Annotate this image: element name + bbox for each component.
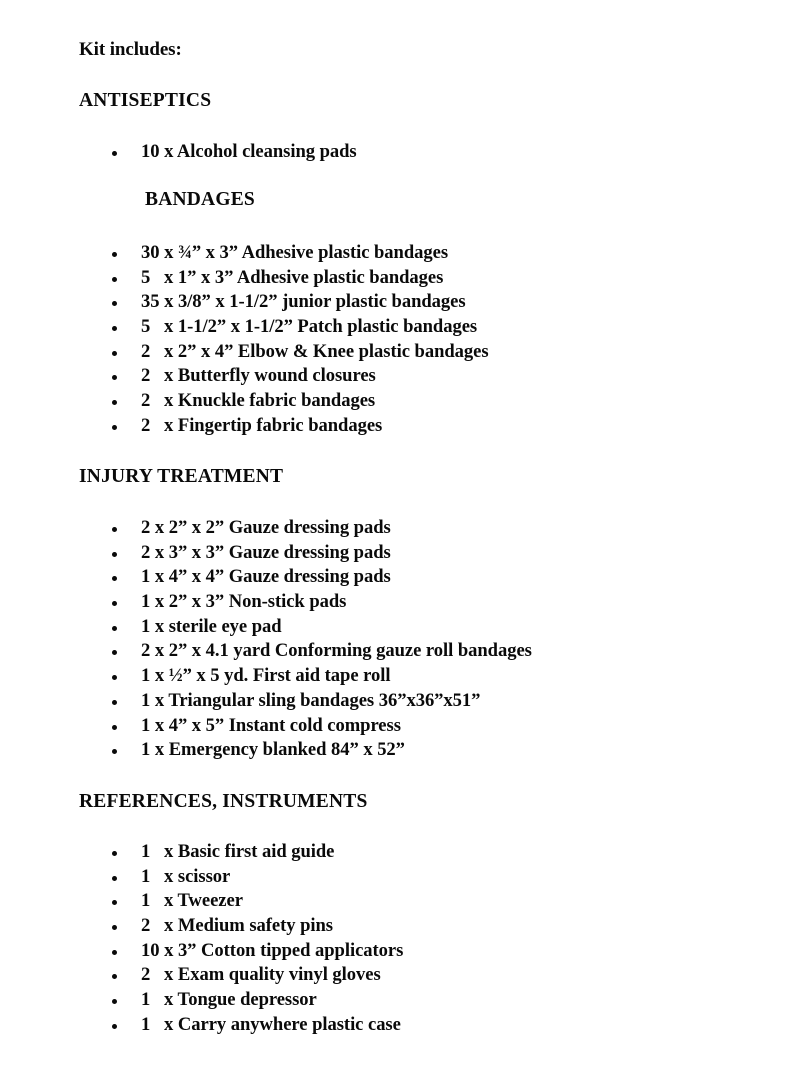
list-item: 1 x 2” x 3” Non-stick pads xyxy=(0,590,532,615)
list-antiseptics xyxy=(0,140,357,165)
list-item: 1 x 4” x 4” Gauze dressing pads xyxy=(0,565,532,590)
list-item: 2 x 3” x 3” Gauze dressing pads xyxy=(0,541,532,566)
list-item: 1 x scissor xyxy=(0,865,403,890)
list-item: 1 x sterile eye pad xyxy=(0,615,532,640)
list-item: 1 x Triangular sling bandages 36”x36”x51” xyxy=(0,689,532,714)
list-item: 10 x 3” Cotton tipped applicators xyxy=(0,939,403,964)
list-bandages xyxy=(0,241,489,439)
list-item: 2 x 2” x 4.1 yard Conforming gauze roll bandages xyxy=(0,639,532,664)
list-item: 35 x 3/8” x 1-1/2” junior plastic bandages xyxy=(0,290,489,315)
section-heading-bandages: BANDAGES xyxy=(145,189,255,210)
intro-line: Kit includes: xyxy=(79,39,182,60)
section-heading-antiseptics: ANTISEPTICS xyxy=(79,90,212,111)
list-item: 2 x Butterfly wound closures xyxy=(0,364,489,389)
list-item: 1 x Emergency blanked 84” x 52” xyxy=(0,738,532,763)
list-item: 1 x Tweezer xyxy=(0,889,403,914)
list-item: 2 x Knuckle fabric bandages xyxy=(0,389,489,414)
list-item: 5 x 1-1/2” x 1-1/2” Patch plastic bandages xyxy=(0,315,489,340)
list-item: 30 x ¾” x 3” Adhesive plastic bandages xyxy=(0,241,489,266)
list-injury-treatment xyxy=(0,516,532,763)
list-item: 10 x Alcohol cleansing pads xyxy=(0,140,357,165)
list-references-instruments xyxy=(0,840,403,1038)
list-item: 2 x Medium safety pins xyxy=(0,914,403,939)
section-heading-references-instruments: REFERENCES, INSTRUMENTS xyxy=(79,791,368,812)
list-item: 2 x Exam quality vinyl gloves xyxy=(0,963,403,988)
list-item: 2 x 2” x 4” Elbow & Knee plastic bandages xyxy=(0,340,489,365)
list-item: 1 x Carry anywhere plastic case xyxy=(0,1013,403,1038)
list-item: 5 x 1” x 3” Adhesive plastic bandages xyxy=(0,266,489,291)
list-item: 2 x Fingertip fabric bandages xyxy=(0,414,489,439)
list-item: 1 x ½” x 5 yd. First aid tape roll xyxy=(0,664,532,689)
list-item: 1 x Basic first aid guide xyxy=(0,840,403,865)
list-item: 1 x Tongue depressor xyxy=(0,988,403,1013)
section-heading-injury-treatment: INJURY TREATMENT xyxy=(79,466,284,487)
list-item: 1 x 4” x 5” Instant cold compress xyxy=(0,714,532,739)
list-item: 2 x 2” x 2” Gauze dressing pads xyxy=(0,516,532,541)
